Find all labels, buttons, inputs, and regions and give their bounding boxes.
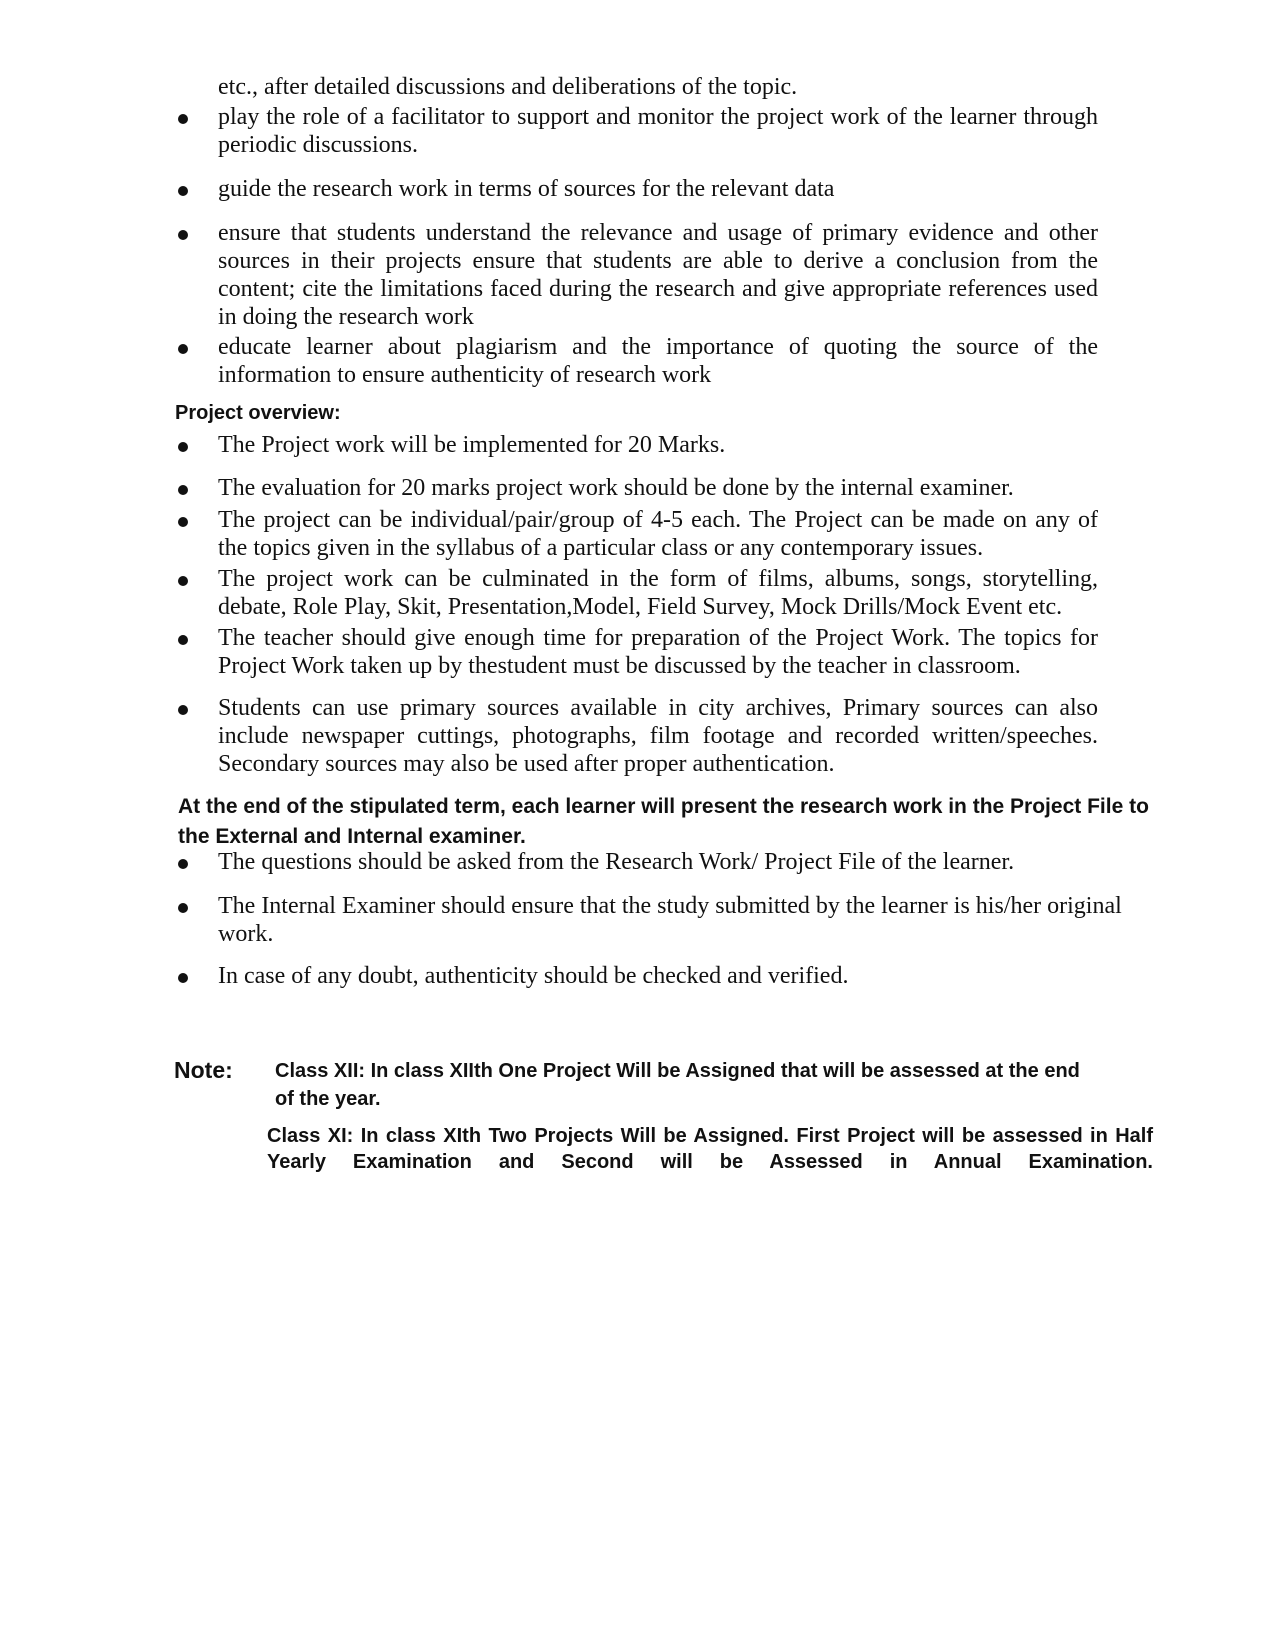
continuation-line: etc., after detailed discussions and deliberations of the topic. xyxy=(218,74,798,100)
list-item-text: The Project work will be implemented for 20 Marks. xyxy=(218,432,726,458)
note-label: Note: xyxy=(174,1057,233,1083)
list-item-text: The questions should be asked from the Research Work/ Project File of the learner. xyxy=(218,849,1015,875)
note-class-xi: Class XI: In class XIth Two Projects Will be Assigned. First Project will be assessed in Half Yearly Examination and Second will be Assessed in Annual Examination. xyxy=(267,1125,1153,1173)
list-item-text: The evaluation for 20 marks project work should be done by the internal examiner. xyxy=(218,475,1014,501)
note-class-xii: Class XII: In class XIIth One Project Will be Assigned that will be assessed at the end of the year. xyxy=(275,1060,1080,1110)
list-item-text: ensure that students understand the relevance and usage of primary evidence and other sources in their projects ensure that students are able to derive a conclusion from the content; cite the limitations faced during the research and give appropriate references used in doing the research work xyxy=(218,220,1098,330)
list-item-text: play the role of a facilitator to support and monitor the project work of the learner through periodic discussions. xyxy=(218,104,1098,158)
list-item-text: The Internal Examiner should ensure that the study submitted by the learner is his/her original work. xyxy=(218,893,1122,947)
presentation-paragraph: At the end of the stipulated term, each learner will present the research work in the Project File to the External and Internal examiner. xyxy=(178,795,1149,848)
list-item-text: guide the research work in terms of sources for the relevant data xyxy=(218,176,835,202)
list-item-text: The project can be individual/pair/group of 4-5 each. The Project can be made on any of the topics given in the syllabus of a particular class or any contemporary issues. xyxy=(218,507,1098,561)
list-item-text: educate learner about plagiarism and the importance of quoting the source of the information to ensure authenticity of research work xyxy=(218,334,1098,388)
section-heading-project-overview: Project overview: xyxy=(175,402,341,424)
list-item-text: Students can use primary sources available in city archives, Primary sources can also include newspaper cuttings, photographs, film footage and recorded written/speeches. Secondary sources may also be used after proper authentication. xyxy=(218,695,1098,777)
list-item-text: In case of any doubt, authenticity should be checked and verified. xyxy=(218,963,849,989)
list-item-text: The teacher should give enough time for preparation of the Project Work. The topics for Project Work taken up by thestudent must be discussed by the teacher in classroom. xyxy=(218,625,1098,679)
list-item-text: The project work can be culminated in the form of films, albums, songs, storytelling, debate, Role Play, Skit, Presentation,Model, Field Survey, Mock Drills/Mock Event etc. xyxy=(218,566,1098,620)
